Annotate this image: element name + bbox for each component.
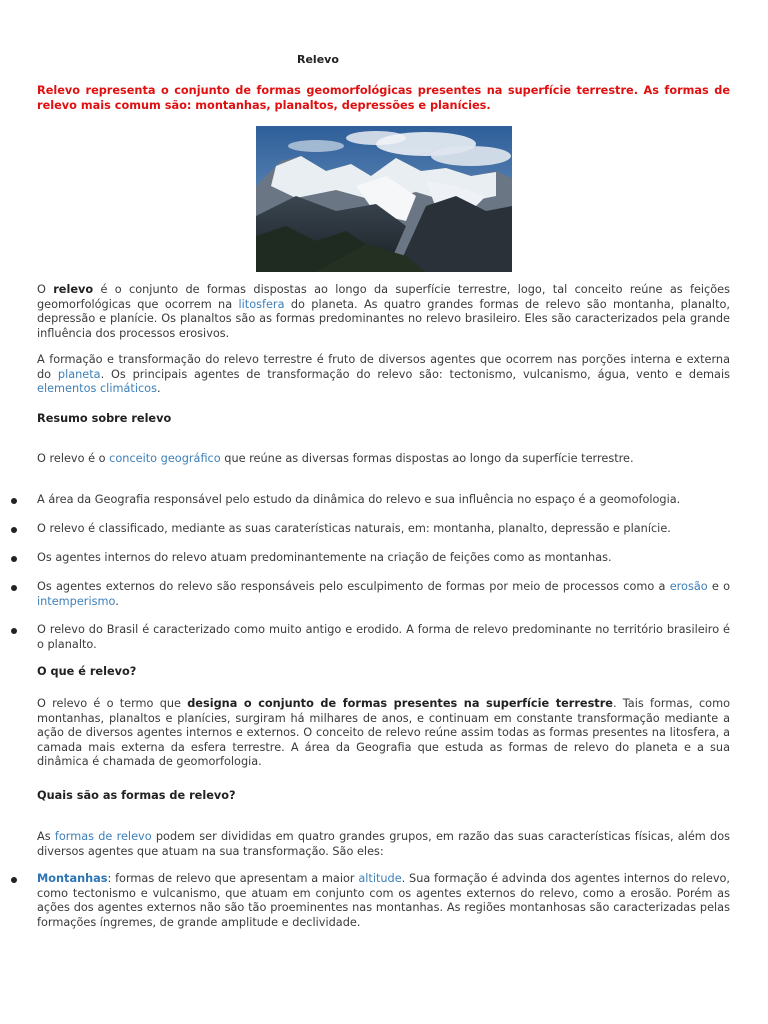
paragraph-formacao [37,353,730,397]
heading-o-que-e-relevo: O que é relevo? [37,665,137,678]
link-formas-de-relevo[interactable]: formas de relevo [54,830,152,843]
text: As [37,830,55,843]
paragraph-formas [37,830,730,859]
bold-term: relevo [53,283,94,296]
link-elementos-climaticos[interactable]: elementos climáticos [37,382,157,395]
bullet-icon [11,585,17,591]
paragraph-o-que-e [37,697,730,770]
list-item [37,580,730,609]
list-item: O relevo do Brasil é caracterizado como muito antigo e erodido. A forma de relevo predominante no território brasileiro é o planalto. [37,623,730,651]
text: do planeta. As quatro grandes formas de relevo são montanha, planalto, depressão e planície. Os planaltos são as formas predominantes no relevo brasileiro. Eles são caracterizados pela grande influência dos processos erosivos. [37,297,731,340]
bullet-icon [11,527,17,533]
text: O [37,283,54,296]
text: podem ser divididas em quatro grandes grupos, em razão das suas características físicas, além dos diversos agentes que atuam na sua transformação. São eles: [37,830,730,858]
list-item: Os agentes internos do relevo atuam predominantemente na criação de feições como as montanhas. [37,551,612,564]
link-planeta[interactable]: planeta [57,367,101,381]
list-item-montanhas [37,872,730,930]
text: . [115,594,119,608]
heading-resumo: Resumo sobre relevo [37,412,172,425]
mountain-photo [256,126,512,272]
intro-paragraph: Relevo representa o conjunto de formas geomorfológicas presentes na superfície terrestre. As formas de relevo mais comum são: montanhas, planaltos, depressões e planícies. [37,84,730,112]
text: que reúne as diversas formas dispostas ao longo da superfície terrestre. [220,452,634,465]
text: . Sua formação é advinda dos agentes internos do relevo, como tectonismo e vulcanismo, que atuam em conjunto com os agentes externos do relevo, como a erosão. Porém as ações dos agentes externos não são tão proeminentes nas montanhas. As regiões montanhosas são caracterizadas pelas formações íngremes, de grande amplitude e declividade. [37,872,731,929]
heading-formas-de-relevo: Quais são as formas de relevo? [37,789,236,802]
paragraph-relevo-definition [37,283,730,341]
text: : formas de relevo que apresentam a maior [107,872,359,885]
bullet-icon [11,877,17,883]
link-montanhas[interactable]: Montanhas [37,872,108,885]
paragraph-conceito [37,452,730,467]
bullet-icon [11,628,17,634]
mountain-image [256,126,512,272]
text: . Tais formas, como montanhas, planaltos e planícies, surgiram há milhares de anos, e continuam em constante transformação mediante a ação de diversos agentes internos e externos. O conceito de relevo reúne assim todas as formas presentes na litosfera, a camada mais externa da esfera terrestre. A área da Geografia que estuda as formas de relevo do planeta e a sua dinâmica é chamada de geomorfologia. [37,697,730,768]
bold-phrase: designa o conjunto de formas presentes na superfície terrestre [187,697,613,710]
link-conceito-geografico[interactable]: conceito geográfico [109,452,221,465]
text: A formação e transformação do relevo terrestre é fruto de diversos agentes que ocorrem nas porções interna e externa do [37,353,730,381]
text: . [156,382,161,395]
text: e o [707,580,730,593]
link-intemperismo[interactable]: intemperismo [37,594,116,608]
list-item: A área da Geografia responsável pelo estudo da dinâmica do relevo e sua influência no espaço é a geomofologia. [37,493,681,506]
link-altitude[interactable]: altitude [358,872,402,885]
text: Os agentes externos do relevo são responsáveis pelo esculpimento de formas por meio de processos como a [37,580,670,593]
text: O relevo é o [37,452,110,465]
page-title: Relevo [297,53,339,66]
list-item: O relevo é classificado, mediante as suas caraterísticas naturais, em: montanha, planalto, depressão e planície. [37,522,671,535]
link-litosfera[interactable]: litosfera [238,297,285,311]
bullet-icon [11,498,17,504]
text: . Os principais agentes de transformação do relevo são: tectonismo, vulcanismo, água, vento e demais [100,367,730,381]
text: O relevo é o termo que [37,697,188,710]
text: é o conjunto de formas dispostas ao longo da superfície terrestre, logo, tal conceito reúne as feições geomorfológicas que ocorrem na [37,283,730,311]
link-erosao[interactable]: erosão [669,580,708,593]
bullet-icon [11,556,17,562]
